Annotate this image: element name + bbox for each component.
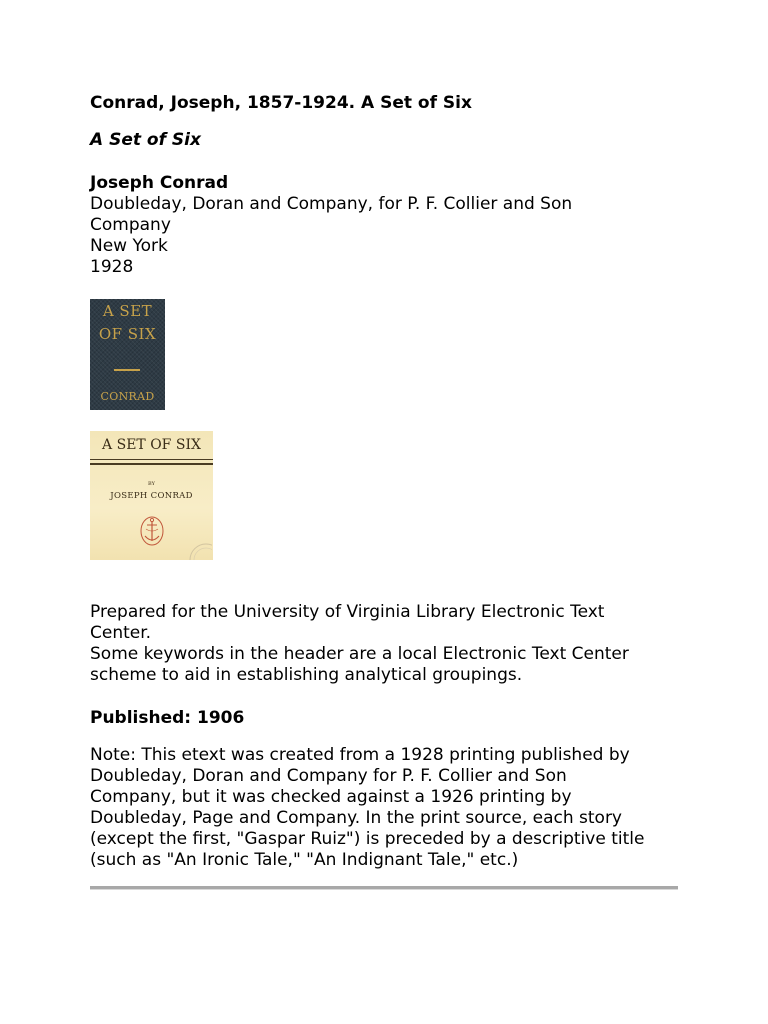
- spine-title-line2: OF SIX: [98, 325, 157, 343]
- publication-year: 1928: [90, 257, 134, 277]
- note-line: Doubleday, Doran and Company for P. F. Collier and Son: [90, 766, 567, 786]
- anchor-emblem-icon: [138, 515, 166, 549]
- published-date: Published: 1906: [90, 708, 245, 728]
- book-title: A Set of Six: [90, 130, 201, 150]
- title-page-image[interactable]: [90, 431, 213, 560]
- title-page-title: A SET OF SIX: [102, 437, 201, 453]
- book-author: Joseph Conrad: [90, 173, 229, 193]
- edition-note: [90, 745, 678, 871]
- publisher-line-continued: Company: [90, 215, 171, 235]
- note-line: Doubleday, Page and Company. In the print source, each story: [90, 808, 622, 828]
- keywords-line: Some keywords in the header are a local Electronic Text Center: [90, 644, 629, 664]
- catalog-heading: Conrad, Joseph, 1857-1924. A Set of Six: [90, 93, 472, 113]
- title-page-by: BY: [148, 481, 155, 487]
- publication-place: New York: [90, 236, 168, 256]
- note-line: Note: This etext was created from a 1928 printing published by: [90, 745, 630, 765]
- prepared-statement: [90, 602, 678, 686]
- imprint-block: [90, 194, 678, 278]
- note-line: (except the first, "Gaspar Ruiz") is preceded by a descriptive title: [90, 829, 645, 849]
- prepared-line: Center.: [90, 623, 152, 643]
- publisher-line: Doubleday, Doran and Company, for P. F. Collier and Son: [90, 194, 573, 214]
- title-page-rule-thick: [90, 463, 213, 465]
- title-page-rule-thin: [90, 459, 213, 460]
- library-stamp-icon: [186, 541, 212, 560]
- prepared-line: Prepared for the University of Virginia Library Electronic Text: [90, 602, 605, 622]
- document-page: [90, 93, 678, 890]
- title-page-author: JOSEPH CONRAD: [110, 491, 193, 501]
- spine-rule: [114, 369, 140, 371]
- note-line: (such as "An Ironic Tale," "An Indignant Tale," etc.): [90, 850, 519, 870]
- spine-author: CONRAD: [100, 390, 155, 403]
- keywords-line: scheme to aid in establishing analytical groupings.: [90, 665, 523, 685]
- spine-title-line1: A SET: [102, 302, 153, 320]
- note-line: Company, but it was checked against a 1926 printing by: [90, 787, 572, 807]
- horizontal-divider: [90, 886, 678, 890]
- spine-cover-image[interactable]: [90, 299, 165, 410]
